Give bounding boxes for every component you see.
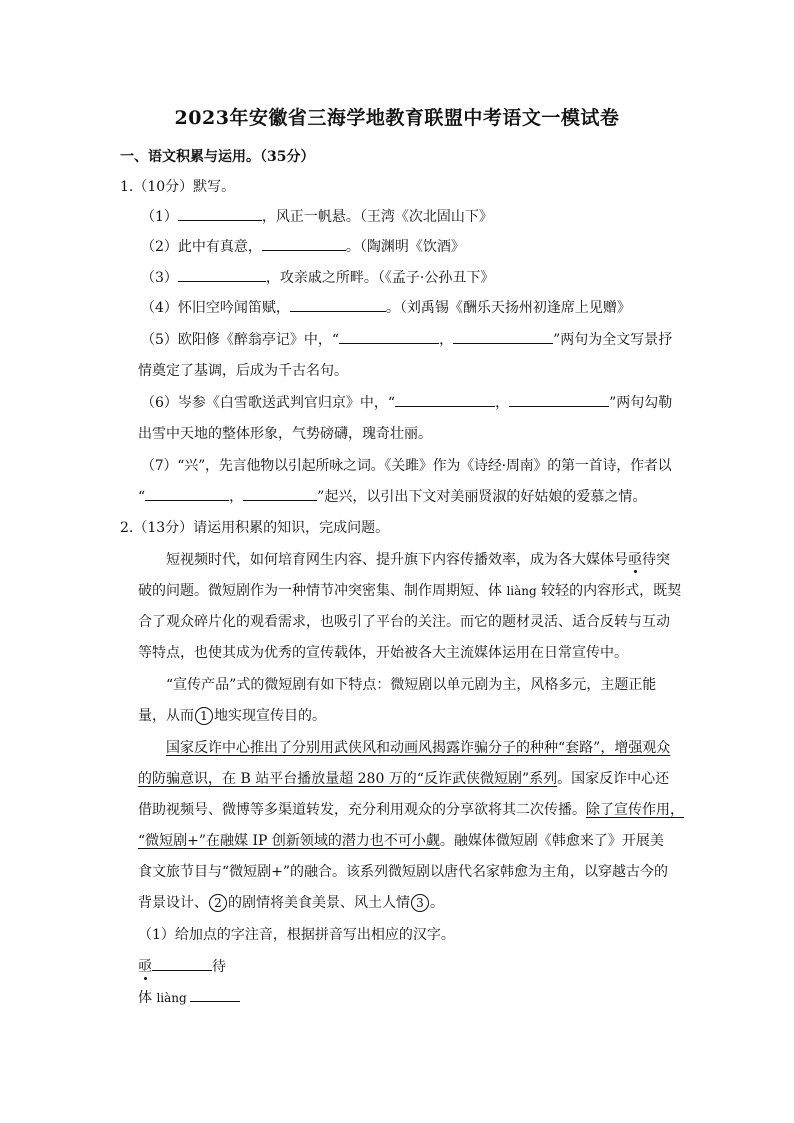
answer-blank[interactable] [509, 392, 609, 407]
q1-item-3 [141, 267, 494, 289]
answer-blank[interactable] [243, 486, 317, 501]
answer-blank[interactable] [178, 206, 262, 221]
q2-para3-line1: 国家反诈中心推出了分别用武侠风和动画风揭露诈骗分子的种种“套路”，增强观众 [166, 740, 671, 756]
q1-item-6-line1: （6）岑参《白雪歌送武判官归京》中，“ ， ”两句勾勒 [141, 392, 672, 414]
pinyin: liàng [156, 991, 187, 1005]
q2-para2-line2: 量，从而 1 地实现宣传目的。 [138, 708, 326, 724]
q2-para3-line4: “微短剧+”在融媒 IP 创新领域的潜力也不可小觑。融媒体微短剧《韩愈来了》开展美 [138, 833, 664, 849]
q1-item-1-prefix: （1） [141, 209, 178, 225]
underlined-sentence: “微短剧+”在融媒 IP 创新领域的潜力也不可小觑 [138, 833, 440, 849]
page-title: 2023年安徽省三海学地教育联盟中考语文一模试卷 [174, 107, 620, 129]
answer-blank[interactable] [145, 486, 229, 501]
q1-item-2-prefix: （2）此中有真意， [141, 239, 262, 255]
q1-item-5-line1: （5）欧阳修《醉翁亭记》中，“ ， ”两句为全文写景抒 [141, 329, 672, 351]
q1-item-7-line2: “ ， ”起兴，以引出下文对美丽贤淑的好姑娘的爱慕之情。 [138, 486, 646, 508]
q2-para2-line1: “宣传产品”式的微短剧有如下特点：微短剧以单元剧为主，风格多元，主题正能 [166, 677, 657, 693]
answer-blank[interactable] [453, 329, 553, 344]
q2-para3-line6: 背景设计、 2 的剧情将美食美景、风土人情 3 。 [138, 895, 444, 911]
q1-item-4 [141, 297, 631, 319]
q2-para1-line2: 破的问题。微短剧作为一种情节冲突密集、制作周期短、体 liàng 较轻的内容形式，既契 [138, 583, 682, 599]
q2-para1-line3: 合了观众碎片化的观看需求，也吸引了平台的关注。而它的题材灵活、适合反转与互动 [138, 614, 670, 630]
answer-blank[interactable] [190, 987, 240, 1002]
question-2-heading: 2.（13分）请运用积累的知识，完成问题。 [120, 520, 390, 536]
q1-item-1-text: ，风正一帆悬。（王湾《次北固山下》 [261, 209, 493, 225]
answer-blank[interactable] [178, 267, 266, 282]
q2-sub1-answer-1: 亟 待 [138, 956, 226, 978]
answer-blank[interactable] [152, 956, 212, 971]
circled-number-2: 2 [209, 894, 227, 912]
answer-blank[interactable] [262, 236, 346, 251]
q1-item-7-line1: （7）“兴”，先言他物以引起所咏之词。《关雎》作为《诗经·周南》的第一首诗，作者以 [141, 458, 672, 474]
answer-blank[interactable] [339, 329, 439, 344]
section-heading: 一、语文积累与运用。（35分） [120, 149, 315, 165]
q1-item-1 [141, 206, 493, 228]
q2-para1-line1: 短视频时代，如何培育网生内容、提升旗下内容传播效率，成为各大媒体号亟待突 [166, 552, 670, 568]
answer-blank[interactable] [395, 392, 495, 407]
dotted-char: 亟 [628, 552, 642, 568]
q1-item-6-line2: 出雪中天地的整体形象，气势磅礴，瑰奇壮丽。 [138, 426, 432, 442]
question-1-heading: 1.（10分）默写。 [120, 179, 236, 195]
q2-para3-line2: 的防骗意识，在 B 站平台播放量超 280 万的“反诈武侠微短剧”系列。国家反诈中心还 [138, 771, 670, 787]
q1-item-4-prefix: （4）怀旧空吟闻笛赋， [141, 300, 290, 316]
q1-item-4-text: 。（刘禹锡《酬乐天扬州初逢席上见赠》 [385, 300, 631, 316]
q1-item-5-line2: 情奠定了基调，后成为千古名句。 [138, 363, 348, 379]
q2-para1-line4: 等特点，也使其成为优秀的宣传载体，开始被各大主流媒体运用在日常宣传中。 [138, 645, 628, 661]
q2-para3-line3: 借助视频号、微博等多渠道转发，充分利用观众的分享欲将其二次传播。除了宣传作用， [138, 802, 684, 818]
q1-item-3-text: ，攻亲戚之所畔。（《孟子·公孙丑下》 [265, 270, 495, 286]
q1-item-3-prefix: （3） [141, 270, 178, 286]
answer-blank[interactable] [290, 297, 386, 312]
underlined-sentence: 除了宣传作用， [586, 802, 684, 818]
underlined-sentence: 的防骗意识，在 B 站平台播放量超 280 万的“反诈武侠微短剧”系列 [138, 771, 558, 787]
circled-number-1: 1 [195, 707, 213, 725]
q1-item-2-text: 。（陶渊明《饮酒》 [345, 239, 465, 255]
q1-item-2 [141, 236, 465, 258]
q2-para3-line5: 食文旅节目与“微短剧+”的融合。该系列微短剧以唐代名家韩愈为主角，以穿越古今的 [138, 864, 669, 880]
circled-number-3: 3 [411, 894, 429, 912]
pinyin: liàng [506, 584, 537, 598]
q2-sub1-prompt: （1）给加点的字注音，根据拼音写出相应的汉字。 [138, 927, 455, 943]
q2-sub1-answer-2: 体 liàng [138, 987, 240, 1009]
